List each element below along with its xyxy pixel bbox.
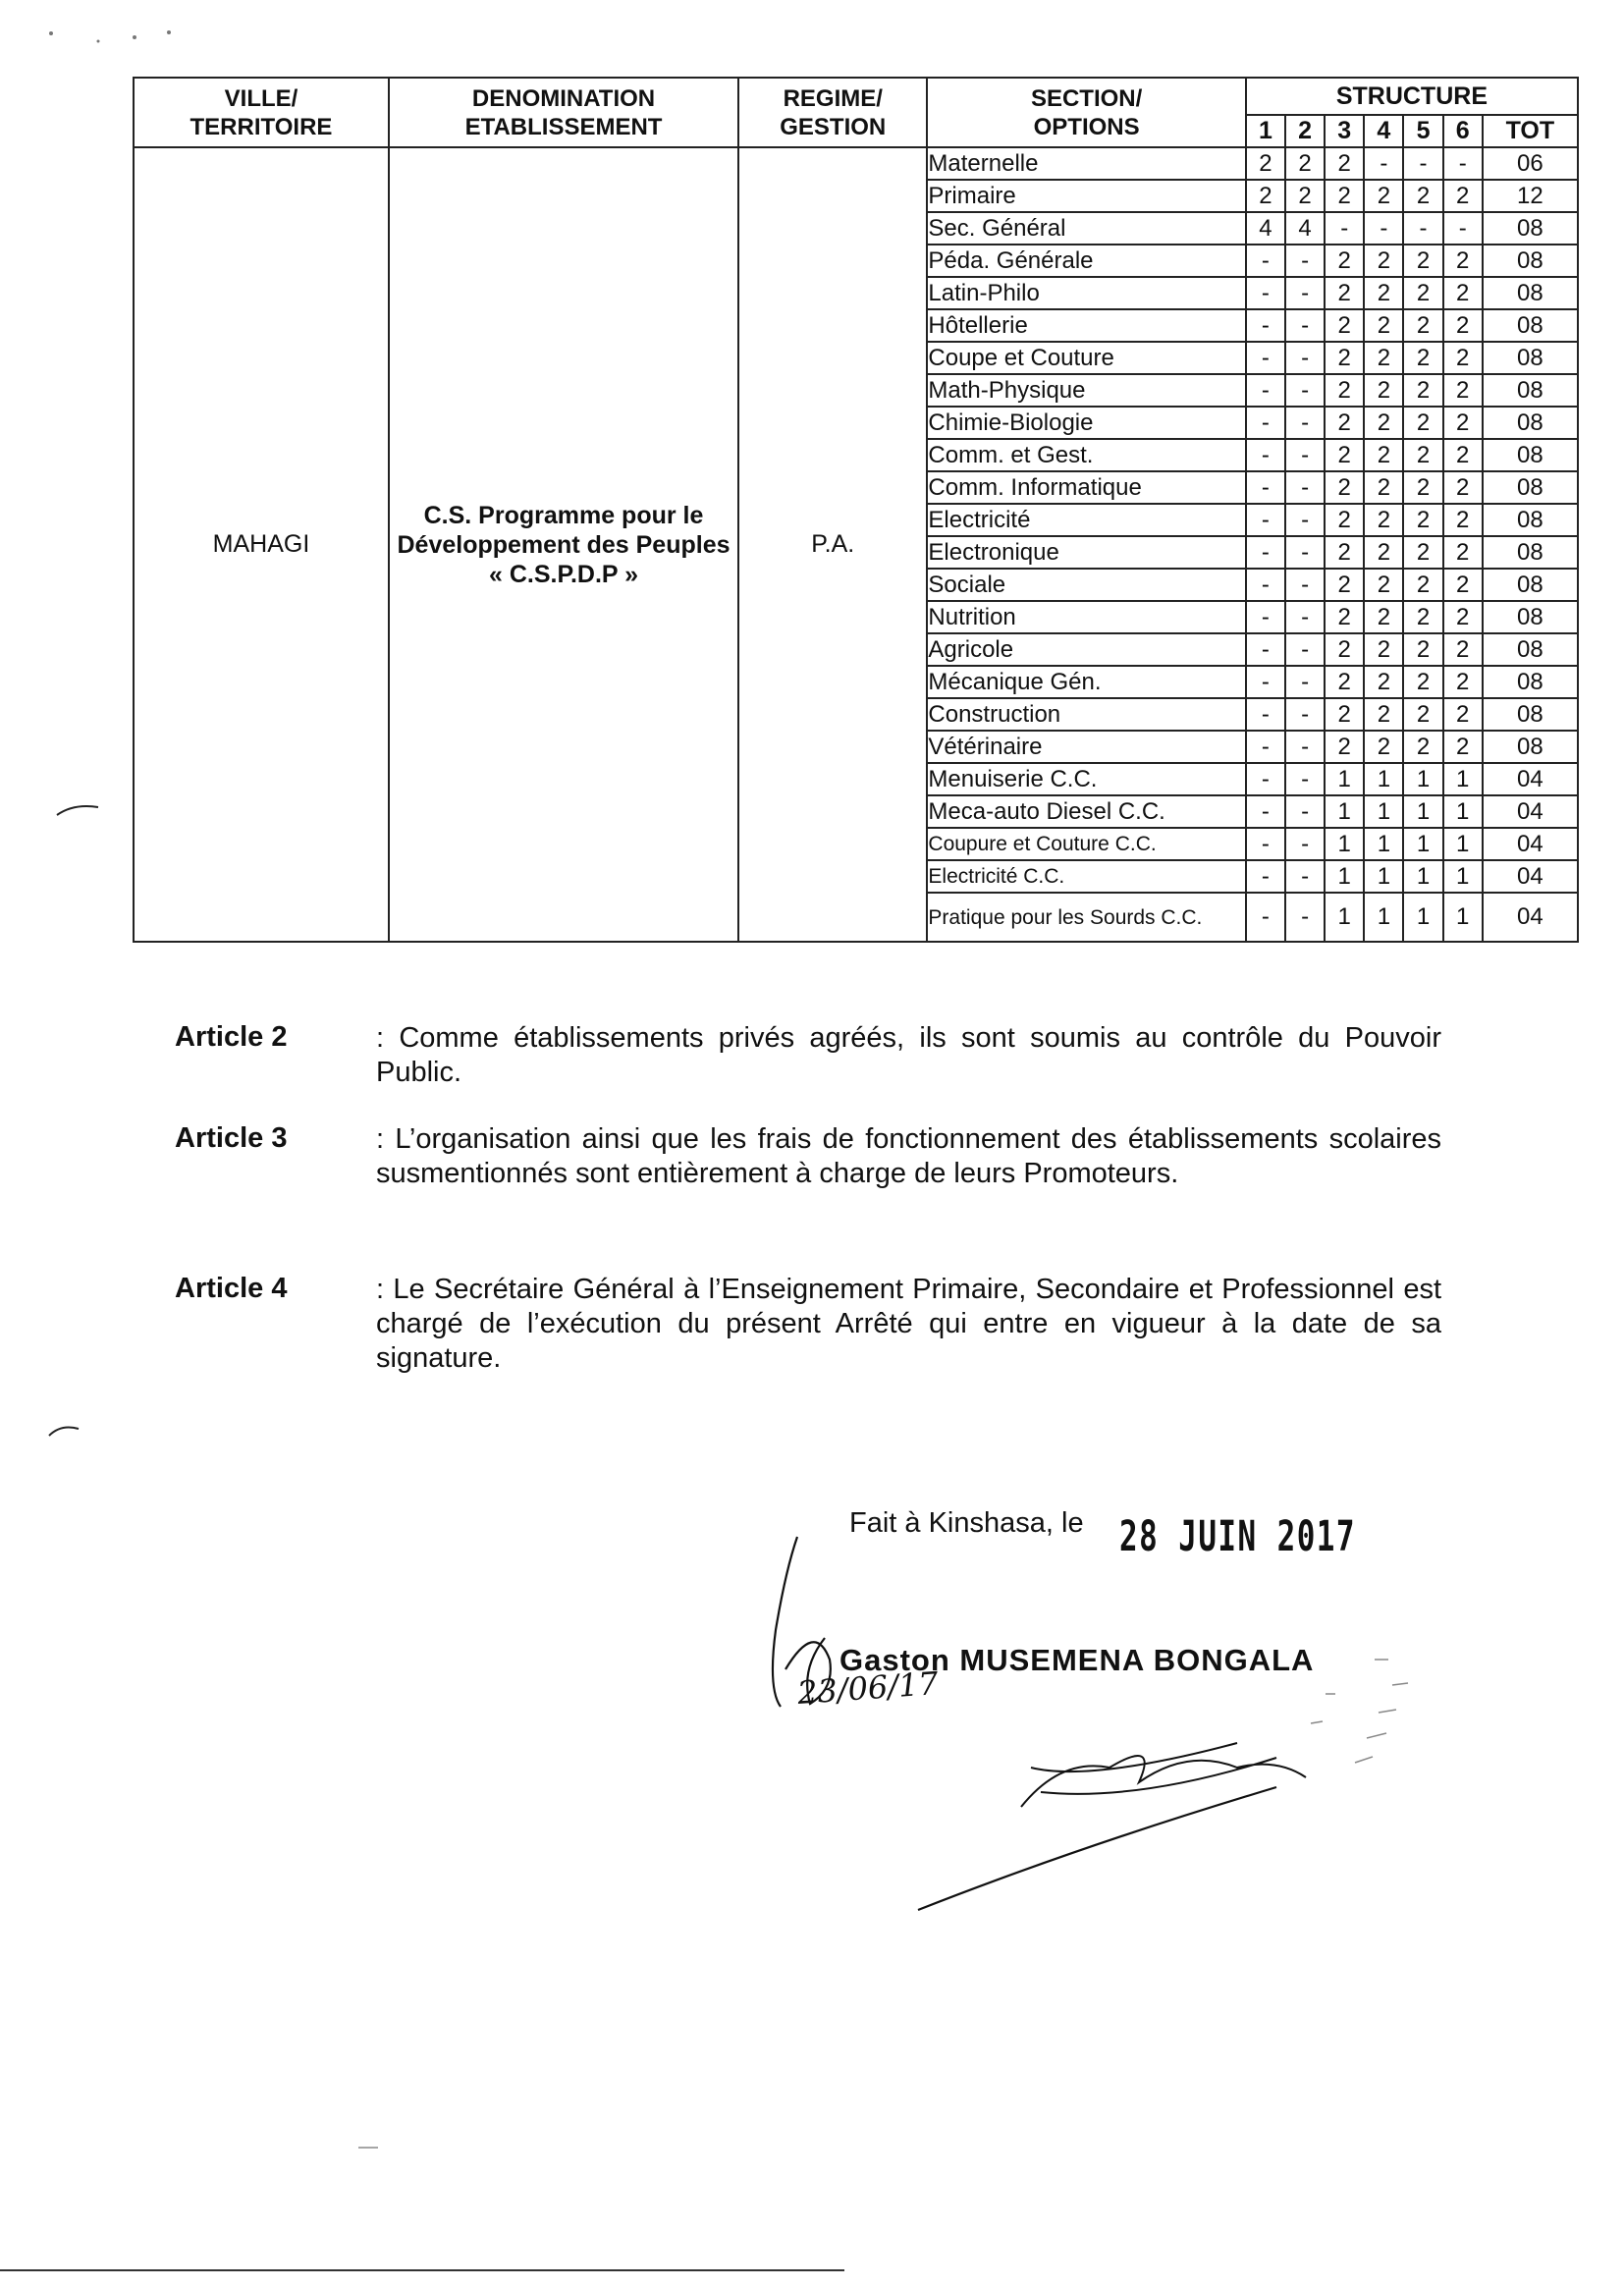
year-count: 2 [1325, 439, 1364, 471]
year-count: 2 [1285, 180, 1325, 212]
year-count: - [1246, 893, 1285, 942]
option-name: Pratique pour les Sourds C.C. [927, 893, 1245, 942]
total-count: 08 [1483, 666, 1578, 698]
option-row [134, 147, 1578, 180]
year-count: 2 [1403, 471, 1442, 504]
year-count: 1 [1443, 795, 1483, 828]
year-count: 2 [1403, 245, 1442, 277]
year-count: 2 [1364, 666, 1403, 698]
year-count: - [1246, 828, 1285, 860]
option-name: Coupe et Couture [927, 342, 1245, 374]
year-count: 2 [1364, 471, 1403, 504]
total-count: 08 [1483, 277, 1578, 309]
place-and-date-line: Fait à Kinshasa, le [849, 1507, 1084, 1539]
year-count: - [1364, 147, 1403, 180]
year-count: 2 [1443, 731, 1483, 763]
total-count: 06 [1483, 147, 1578, 180]
year-count: 2 [1364, 245, 1403, 277]
total-count: 08 [1483, 245, 1578, 277]
year-count: 2 [1403, 277, 1442, 309]
year-count: - [1285, 795, 1325, 828]
year-count: 1 [1364, 763, 1403, 795]
year-header: 4 [1364, 115, 1403, 147]
option-name: Menuiserie C.C. [927, 763, 1245, 795]
option-name: Latin-Philo [927, 277, 1245, 309]
year-count: - [1285, 633, 1325, 666]
year-count: 2 [1364, 698, 1403, 731]
total-count: 12 [1483, 180, 1578, 212]
year-count: - [1246, 731, 1285, 763]
option-name: Mécanique Gén. [927, 666, 1245, 698]
date-stamp: 28 JUIN 2017 [1119, 1512, 1356, 1561]
year-count: 2 [1403, 536, 1442, 569]
year-header: 1 [1246, 115, 1285, 147]
year-count: - [1443, 212, 1483, 245]
year-count: 2 [1325, 569, 1364, 601]
year-count: 2 [1403, 180, 1442, 212]
year-count: - [1246, 860, 1285, 893]
year-count: - [1246, 374, 1285, 407]
year-count: 2 [1443, 180, 1483, 212]
year-count: 2 [1443, 245, 1483, 277]
year-count: 2 [1325, 407, 1364, 439]
option-name: Agricole [927, 633, 1245, 666]
year-count: 2 [1364, 569, 1403, 601]
year-count: 2 [1364, 342, 1403, 374]
header-denomination: DENOMINATION ETABLISSEMENT [389, 78, 738, 147]
year-count: - [1246, 601, 1285, 633]
total-count: 08 [1483, 601, 1578, 633]
year-count: 1 [1443, 828, 1483, 860]
year-count: 2 [1325, 374, 1364, 407]
year-count: 2 [1403, 666, 1442, 698]
year-count: - [1246, 504, 1285, 536]
year-count: 2 [1364, 504, 1403, 536]
year-count: - [1285, 860, 1325, 893]
year-count: - [1285, 407, 1325, 439]
year-count: - [1246, 407, 1285, 439]
year-count: 1 [1443, 893, 1483, 942]
margin-mark [49, 1428, 79, 1436]
year-count: 1 [1325, 763, 1364, 795]
year-count: - [1285, 439, 1325, 471]
option-name: Construction [927, 698, 1245, 731]
total-count: 08 [1483, 504, 1578, 536]
total-count: 08 [1483, 698, 1578, 731]
total-count: 04 [1483, 795, 1578, 828]
total-count: 04 [1483, 763, 1578, 795]
year-count: 2 [1364, 309, 1403, 342]
signature-flourish [1021, 1743, 1306, 1807]
year-count: - [1285, 471, 1325, 504]
year-count: - [1285, 601, 1325, 633]
option-name: Maternelle [927, 147, 1245, 180]
year-count: 1 [1364, 860, 1403, 893]
year-count: 2 [1325, 342, 1364, 374]
year-count: 1 [1403, 763, 1442, 795]
year-count: 1 [1325, 893, 1364, 942]
year-count: 2 [1403, 504, 1442, 536]
article-2 [175, 1021, 1441, 1110]
article-label: Article 3 [175, 1122, 288, 1154]
year-header: 5 [1403, 115, 1442, 147]
year-count: - [1403, 147, 1442, 180]
article-4 [175, 1273, 1441, 1390]
year-count: 2 [1364, 731, 1403, 763]
year-count: 2 [1443, 374, 1483, 407]
option-name: Hôtellerie [927, 309, 1245, 342]
year-count: - [1246, 633, 1285, 666]
year-count: - [1325, 212, 1364, 245]
year-count: - [1285, 698, 1325, 731]
year-count: 2 [1325, 471, 1364, 504]
year-count: - [1285, 893, 1325, 942]
option-name: Coupure et Couture C.C. [927, 828, 1245, 860]
total-count: 08 [1483, 536, 1578, 569]
article-3 [175, 1122, 1441, 1240]
year-count: 2 [1364, 374, 1403, 407]
year-count: - [1246, 342, 1285, 374]
year-count: 2 [1403, 731, 1442, 763]
etablissement-cell: C.S. Programme pour le Développement des Peuples « C.S.P.D.P » [389, 147, 738, 942]
year-count: - [1285, 277, 1325, 309]
year-count: 1 [1325, 828, 1364, 860]
year-count: 2 [1325, 601, 1364, 633]
year-count: 2 [1443, 698, 1483, 731]
year-count: 1 [1403, 860, 1442, 893]
total-count: 04 [1483, 860, 1578, 893]
year-count: 2 [1325, 147, 1364, 180]
total-count: 08 [1483, 439, 1578, 471]
year-count: 2 [1403, 569, 1442, 601]
ville-cell: MAHAGI [134, 147, 389, 942]
option-name: Electronique [927, 536, 1245, 569]
year-count: 2 [1325, 731, 1364, 763]
year-count: 1 [1403, 893, 1442, 942]
margin-mark [57, 806, 98, 815]
signature-underline [918, 1787, 1276, 1910]
year-count: 2 [1403, 633, 1442, 666]
year-count: - [1285, 342, 1325, 374]
year-count: 2 [1246, 147, 1285, 180]
handwritten-paraphe: 23/06/17 [795, 1664, 940, 1712]
year-count: 1 [1443, 763, 1483, 795]
article-text: : Le Secrétaire Général à l’Enseignement Primaire, Secondaire et Professionnel est chargé de l’exécution du présent Arrêté qui entre en vigueur à la date de sa signature. [376, 1274, 1441, 1374]
option-name: Sec. Général [927, 212, 1245, 245]
year-count: - [1246, 569, 1285, 601]
year-count: 2 [1325, 245, 1364, 277]
year-count: - [1285, 666, 1325, 698]
total-count: 08 [1483, 407, 1578, 439]
year-count: - [1285, 245, 1325, 277]
total-count: 04 [1483, 893, 1578, 942]
header-ville: VILLE/ TERRITOIRE [134, 78, 389, 147]
year-count: 2 [1443, 601, 1483, 633]
year-count: - [1285, 504, 1325, 536]
total-count: 08 [1483, 212, 1578, 245]
article-text: : Comme établissements privés agréés, ils sont soumis au contrôle du Pouvoir Public. [376, 1022, 1441, 1088]
year-count: 2 [1364, 180, 1403, 212]
total-count: 04 [1483, 828, 1578, 860]
article-label: Article 4 [175, 1273, 288, 1304]
signatory-name: Gaston MUSEMENA BONGALA [839, 1643, 1315, 1677]
year-count: - [1403, 212, 1442, 245]
regime-cell: P.A. [738, 147, 927, 942]
year-count: 2 [1443, 277, 1483, 309]
option-name: Meca-auto Diesel C.C. [927, 795, 1245, 828]
year-count: - [1285, 536, 1325, 569]
year-count: 2 [1443, 666, 1483, 698]
option-name: Primaire [927, 180, 1245, 212]
year-count: 2 [1403, 309, 1442, 342]
option-name: Vétérinaire [927, 731, 1245, 763]
year-count: 2 [1443, 536, 1483, 569]
year-count: - [1246, 309, 1285, 342]
year-count: - [1246, 439, 1285, 471]
option-name: Comm. Informatique [927, 471, 1245, 504]
year-count: 1 [1325, 795, 1364, 828]
year-count: 1 [1443, 860, 1483, 893]
year-count: 2 [1403, 407, 1442, 439]
year-count: 2 [1364, 633, 1403, 666]
year-count: - [1246, 763, 1285, 795]
year-count: - [1285, 309, 1325, 342]
total-header: TOT [1483, 115, 1578, 147]
year-count: - [1246, 277, 1285, 309]
year-count: - [1246, 536, 1285, 569]
year-count: 2 [1403, 374, 1442, 407]
year-count: - [1246, 471, 1285, 504]
year-count: 2 [1325, 666, 1364, 698]
year-count: 2 [1403, 439, 1442, 471]
year-count: - [1285, 569, 1325, 601]
year-count: - [1285, 763, 1325, 795]
year-header: 3 [1325, 115, 1364, 147]
total-count: 08 [1483, 309, 1578, 342]
year-count: - [1285, 731, 1325, 763]
year-count: 2 [1443, 471, 1483, 504]
year-count: 2 [1364, 439, 1403, 471]
option-name: Math-Physique [927, 374, 1245, 407]
total-count: 08 [1483, 633, 1578, 666]
year-count: - [1246, 795, 1285, 828]
year-count: - [1443, 147, 1483, 180]
table-body [134, 147, 1578, 942]
option-name: Electricité [927, 504, 1245, 536]
option-name: Sociale [927, 569, 1245, 601]
total-count: 08 [1483, 731, 1578, 763]
year-count: - [1364, 212, 1403, 245]
total-count: 08 [1483, 471, 1578, 504]
header-section: SECTION/ OPTIONS [927, 78, 1245, 147]
year-count: 2 [1325, 698, 1364, 731]
article-label: Article 2 [175, 1021, 288, 1053]
year-count: 2 [1325, 536, 1364, 569]
header-regime: REGIME/ GESTION [738, 78, 927, 147]
year-count: 2 [1443, 309, 1483, 342]
scan-speckles [49, 30, 171, 43]
option-name: Comm. et Gest. [927, 439, 1245, 471]
year-count: 2 [1443, 439, 1483, 471]
year-count: - [1246, 245, 1285, 277]
year-count: 2 [1403, 342, 1442, 374]
year-header: 2 [1285, 115, 1325, 147]
year-count: 2 [1364, 407, 1403, 439]
total-count: 08 [1483, 342, 1578, 374]
option-name: Electricité C.C. [927, 860, 1245, 893]
year-count: - [1285, 374, 1325, 407]
option-name: Chimie-Biologie [927, 407, 1245, 439]
year-count: 2 [1246, 180, 1285, 212]
article-text: : L’organisation ainsi que les frais de fonctionnement des établissements scolaires susmentionnés sont entièrement à charge de leurs Promoteurs. [376, 1123, 1441, 1189]
year-count: 1 [1403, 795, 1442, 828]
option-name: Nutrition [927, 601, 1245, 633]
year-count: 1 [1364, 795, 1403, 828]
year-count: 2 [1364, 601, 1403, 633]
year-count: - [1246, 698, 1285, 731]
year-count: 1 [1403, 828, 1442, 860]
year-count: 4 [1285, 212, 1325, 245]
year-count: 2 [1403, 601, 1442, 633]
year-count: 4 [1246, 212, 1285, 245]
year-count: 2 [1443, 569, 1483, 601]
year-count: 2 [1443, 504, 1483, 536]
option-name: Péda. Générale [927, 245, 1245, 277]
year-header: 6 [1443, 115, 1483, 147]
year-count: 2 [1285, 147, 1325, 180]
year-count: 2 [1325, 633, 1364, 666]
year-count: 2 [1325, 180, 1364, 212]
year-count: 2 [1443, 342, 1483, 374]
total-count: 08 [1483, 569, 1578, 601]
year-count: - [1285, 828, 1325, 860]
year-count: 2 [1325, 277, 1364, 309]
year-count: 1 [1364, 893, 1403, 942]
year-count: 2 [1364, 536, 1403, 569]
year-count: 2 [1325, 309, 1364, 342]
seal-impression [1311, 1660, 1408, 1763]
year-count: 2 [1403, 698, 1442, 731]
year-count: 2 [1325, 504, 1364, 536]
year-count: 2 [1443, 633, 1483, 666]
year-count: 1 [1325, 860, 1364, 893]
year-count: 2 [1443, 407, 1483, 439]
year-count: 1 [1364, 828, 1403, 860]
total-count: 08 [1483, 374, 1578, 407]
school-structure-table [133, 77, 1579, 943]
year-count: - [1246, 666, 1285, 698]
year-count: 2 [1364, 277, 1403, 309]
header-structure: STRUCTURE [1246, 78, 1578, 115]
